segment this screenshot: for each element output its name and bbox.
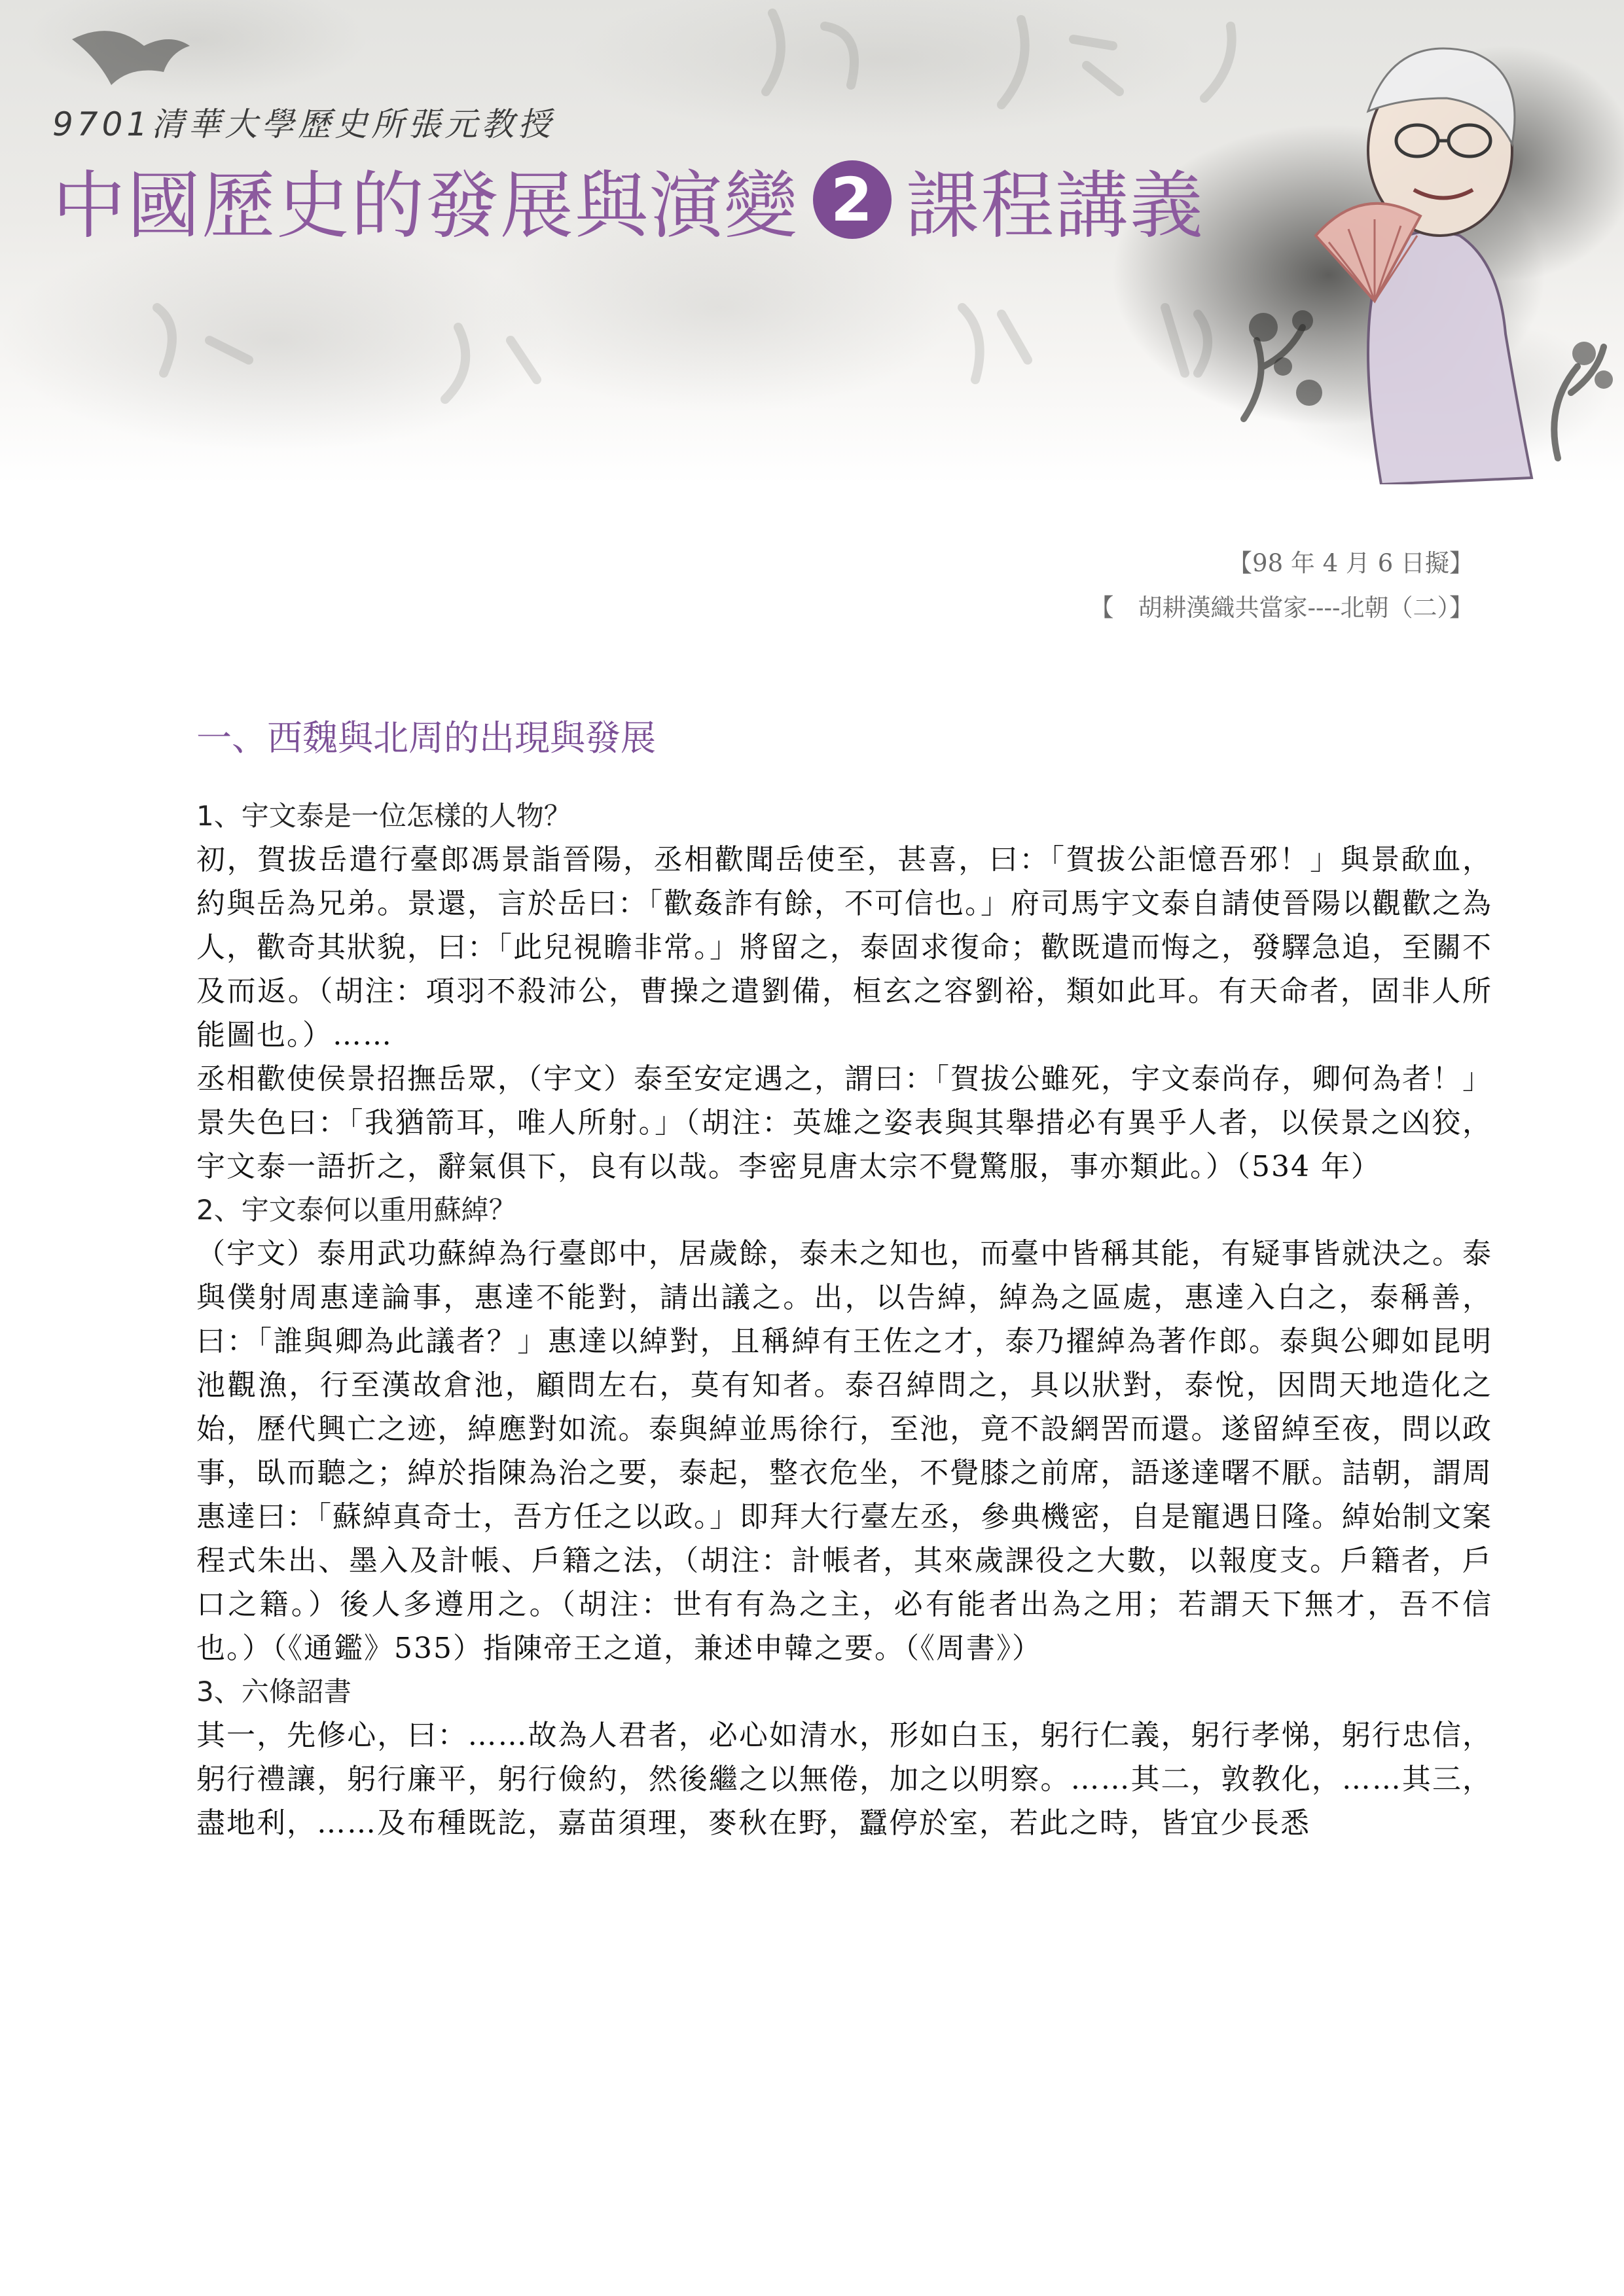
volume-badge: 2 — [813, 160, 892, 239]
course-title — [52, 151, 1204, 249]
question-1-paragraph-2: 丞相歡使侯景招撫岳眾，（宇文）泰至安定遇之，謂曰：「賀拔公雖死，宇文泰尚存，卿何為者！」景失色曰：「我猶箭耳，唯人所射。」（胡注：英雄之姿表與其舉措必有異乎人者，以侯景之凶狡，宇文泰一語折之，辭氣俱下，良有以哉。李密見唐太宗不覺驚服，事亦類此。）（534 年） — [196, 1062, 1492, 1183]
question-2-title: 2、宇文泰何以重用蘇綽？ — [196, 1194, 516, 1226]
section-heading: 一、西魏與北周的出現與發展 — [196, 717, 656, 759]
course-title-part-1: 中國歷史的發展與演變 — [52, 163, 799, 249]
header-banner — [0, 0, 1624, 484]
lecture-topic: 【 胡耕漢織共當家----北朝（二）】 — [1089, 594, 1473, 622]
question-3-paragraph-1: 其一，先修心，曰：……故為人君者，必心如清水，形如白玉，躬行仁義，躬行孝悌，躬行忠信，躬行禮讓，躬行廉平，躬行儉約，然後繼之以無倦，加之以明察。……其二，敦教化，……其三，盡地利，……及布種既訖，嘉苗須理，麥秋在野，蠶停於室，若此之時，皆宜少長悉 — [196, 1719, 1492, 1840]
lecture-content — [196, 710, 1492, 1845]
course-subtitle: 9701清華大學歷史所張元教授 — [52, 105, 555, 143]
question-1-title: 1、宇文泰是一位怎樣的人物？ — [196, 800, 571, 832]
course-title-part-2: 課程講義 — [906, 163, 1204, 249]
question-2-paragraph-1: （宇文）泰用武功蘇綽為行臺郎中，居歲餘，泰未之知也，而臺中皆稱其能，有疑事皆就決之。泰與僕射周惠達論事，惠達不能對，請出議之。出，以告綽，綽為之區處，惠達入白之，泰稱善，曰：「誰與卿為此議者？」惠達以綽對，且稱綽有王佐之才，泰乃擢綽為著作郎。泰與公卿如昆明池觀漁，行至漢故倉池，顧問左右，莫有知者。泰召綽問之，具以狀對，泰悅，因問天地造化之始，歷代興亡之迹，綽應對如流。泰與綽並馬徐行，至池，竟不設網罟而還。遂留綽至夜，問以政事，臥而聽之；綽於指陳為治之要，泰起，整衣危坐，不覺膝之前席，語遂達曙不厭。詰朝，謂周惠達曰：「蘇綽真奇士，吾方任之以政。」即拜大行臺左丞，參典機密，自是寵遇日隆。綽始制文案程式朱出、墨入及計帳、戶籍之法，（胡注：計帳者，其來歲課役之大數，以報度支。戶籍者，戶口之籍。）後人多遵用之。（胡注：世有有為之主，必有能者出為之用；若謂天下無才，吾不信也。）（《通鑑》535）指陳帝王之道，兼述申韓之要。（《周書》） — [196, 1237, 1492, 1665]
question-1-paragraph-1: 初，賀拔岳遣行臺郎馮景詣晉陽，丞相歡聞岳使至，甚喜，曰：「賀拔公詎憶吾邪！」與景歃血，約與岳為兄弟。景還，言於岳曰：「歡姦詐有餘，不可信也。」府司馬宇文泰自請使晉陽以觀歡之為人，歡奇其狀貌，曰：「此兒視瞻非常。」將留之，泰固求復命；歡既遣而悔之，發驛急追，至關不及而返。（胡注：項羽不殺沛公，曹操之遣劉備，桓玄之容劉裕，類如此耳。有天命者，固非人所能圖也。）…… — [196, 843, 1492, 1052]
draft-date: 【98 年 4 月 6 日擬】 — [1228, 549, 1473, 577]
question-3-title: 3、六條詔書 — [196, 1676, 352, 1708]
